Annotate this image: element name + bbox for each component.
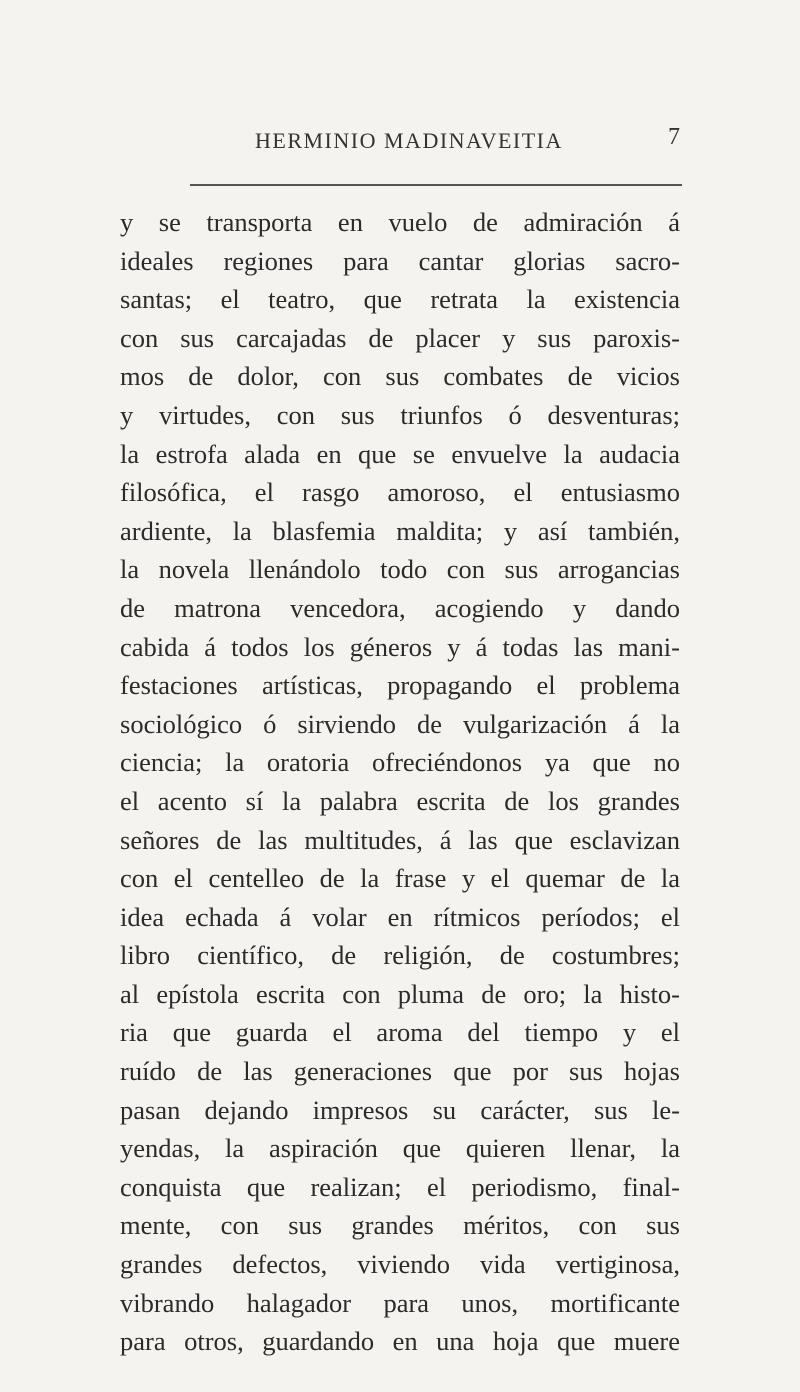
text-line: idea echada á volar en rítmicos períodos; el — [120, 901, 680, 932]
text-line: ria que guarda el aroma del tiempo y el — [120, 1017, 680, 1048]
page-number: 7 — [668, 124, 680, 150]
text-line: libro científico, de religión, de costumbres; — [120, 940, 680, 971]
text-line: la novela llenándolo todo con sus arrogancias — [120, 554, 680, 585]
text-line: cabida á todos los géneros y á todas las mani- — [120, 631, 680, 662]
text-line: mente, con sus grandes méritos, con sus — [120, 1210, 680, 1241]
text-line: ardiente, la blasfemia maldita; y así también, — [120, 515, 680, 546]
text-line: vibrando halagador para unos, mortificante — [120, 1287, 680, 1318]
text-line: festaciones artísticas, propagando el problema — [120, 670, 680, 701]
text-line: y se transporta en vuelo de admiración á — [120, 207, 680, 237]
text-line: pasan dejando impresos su carácter, sus le- — [120, 1094, 680, 1125]
text-line: ciencia; la oratoria ofreciéndonos ya que no — [120, 747, 680, 778]
text-line: ideales regiones para cantar glorias sacro- — [120, 245, 680, 276]
running-head-title: HERMINIO MADINAVEITIA — [255, 128, 563, 153]
text-line: filosófica, el rasgo amoroso, el entusiasmo — [120, 477, 680, 508]
body-text — [120, 203, 680, 1361]
text-line: al epístola escrita con pluma de oro; la histo- — [120, 978, 680, 1009]
text-line: el acento sí la palabra escrita de los grandes — [120, 785, 680, 816]
text-line: sociológico ó sirviendo de vulgarización á la — [120, 708, 680, 739]
text-line: con sus carcajadas de placer y sus paroxis- — [120, 322, 680, 353]
header-rule — [190, 184, 682, 186]
text-line: grandes defectos, viviendo vida vertiginosa, — [120, 1249, 680, 1280]
text-line: y virtudes, con sus triunfos ó desventuras; — [120, 399, 680, 430]
text-line: mos de dolor, con sus combates de vicios — [120, 361, 680, 392]
text-line: conquista que realizan; el periodismo, final- — [120, 1171, 680, 1202]
text-line: santas; el teatro, que retrata la existencia — [120, 284, 680, 315]
text-line: con el centelleo de la frase y el quemar de la — [120, 863, 680, 894]
text-line: para otros, guardando en una hoja que muere — [120, 1326, 680, 1357]
text-line: yendas, la aspiración que quieren llenar, la — [120, 1133, 680, 1164]
text-line: la estrofa alada en que se envuelve la audacia — [120, 438, 680, 469]
text-line: señores de las multitudes, á las que esclavizan — [120, 824, 680, 855]
text-line: ruído de las generaciones que por sus hojas — [120, 1056, 680, 1087]
text-line: de matrona vencedora, acogiendo y dando — [120, 592, 680, 623]
